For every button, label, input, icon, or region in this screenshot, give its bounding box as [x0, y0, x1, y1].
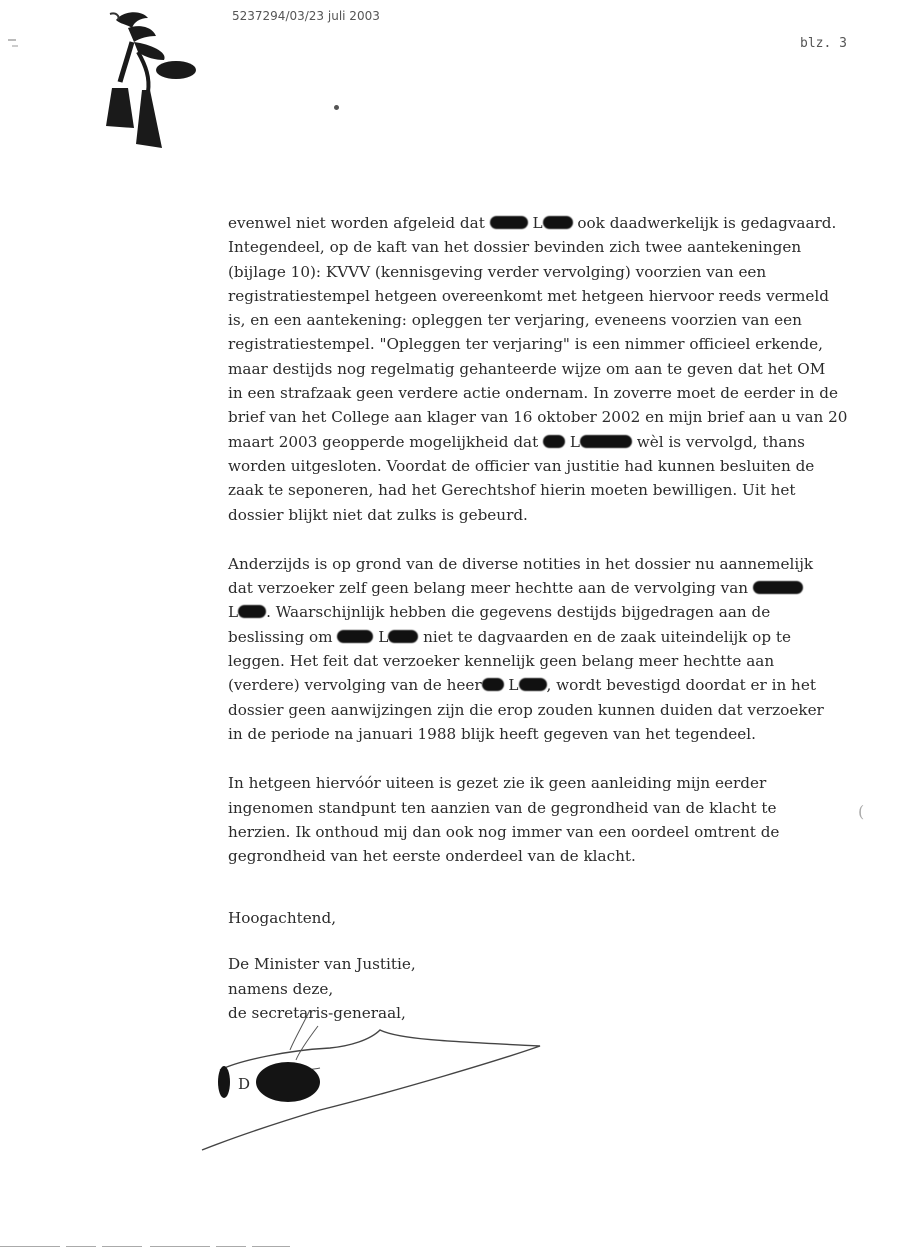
text-line — [228, 600, 868, 624]
redaction-mark — [580, 435, 632, 448]
text-segment: gegrondheid van het eerste onderdeel van de klacht. — [228, 847, 636, 866]
text-segment: , wordt bevestigd doordat er in het — [546, 676, 816, 695]
text-line — [228, 698, 868, 722]
text-segment: L — [565, 432, 580, 451]
redaction-mark — [482, 678, 504, 691]
salutation: Hoogachtend, — [228, 909, 337, 927]
margin-tick-mark — [6, 36, 20, 50]
text-line — [228, 625, 868, 649]
text-segment: ingenomen standpunt ten aanzien van de gegrondheid van de klacht te — [228, 798, 777, 817]
text-segment: maart 2003 geopperde mogelijkheid dat — [228, 432, 544, 451]
text-line — [228, 211, 868, 235]
signatory-line: De Minister van Justitie, — [228, 955, 416, 974]
text-segment: . Waarschijnlijk hebben die gegevens destijds bijgedragen aan de — [266, 603, 771, 622]
closing-block — [228, 906, 416, 1025]
text-segment: In hetgeen hiervóór uiteen is gezet zie ik geen aanleiding mijn eerder — [228, 774, 767, 793]
handwritten-signature — [200, 1010, 560, 1180]
letter-body — [228, 211, 868, 893]
text-segment: beslissing om — [228, 627, 338, 646]
text-line — [228, 722, 868, 746]
redaction-mark — [519, 678, 547, 691]
text-line — [228, 771, 868, 795]
body-paragraph — [228, 552, 868, 746]
text-line — [228, 552, 868, 576]
text-segment: is, en een aantekening: opleggen ter verjaring, eveneens voorzien van een — [228, 311, 802, 330]
text-segment: Integendeel, op de kaft van het dossier bevinden zich twee aantekeningen — [228, 238, 802, 257]
text-segment: dat verzoeker zelf geen belang meer hechtte aan de vervolging van — [228, 579, 753, 598]
text-segment: herzien. Ik onthoud mij dan ook nog immer van een oordeel omtrent de — [228, 822, 780, 841]
text-segment: evenwel niet worden afgeleid dat — [228, 214, 490, 232]
redaction-mark — [388, 630, 418, 643]
signatory-line: namens deze, — [228, 979, 334, 998]
text-segment: registratiestempel. "Opleggen ter verjaring" is een nimmer officieel erkende, — [228, 335, 823, 354]
scan-edge-rule — [0, 1245, 290, 1248]
text-line — [228, 381, 868, 405]
redaction-mark — [543, 216, 573, 229]
text-line — [228, 308, 868, 332]
text-line — [228, 454, 868, 478]
document-reference: 5237294/03/23 juli 2003 — [232, 9, 380, 23]
text-segment: L — [228, 603, 239, 622]
text-line — [228, 820, 868, 844]
redaction-mark — [753, 581, 803, 594]
text-line — [228, 503, 868, 527]
redaction-mark — [238, 605, 266, 618]
redaction-mark — [543, 435, 565, 448]
text-line — [228, 357, 868, 381]
page-number: blz. 3 — [800, 36, 847, 51]
text-segment: L — [373, 627, 389, 646]
text-line — [228, 332, 868, 356]
redaction-mark — [337, 630, 373, 643]
text-line — [228, 649, 868, 673]
text-segment: wèl is vervolgd, thans — [631, 432, 805, 451]
text-segment: leggen. Het feit dat verzoeker kennelijk geen belang meer hechtte aan — [228, 652, 775, 671]
text-segment: zaak te seponeren, had het Gerechtshof hierin moeten bewilligen. Uit het — [228, 481, 796, 500]
text-segment: maar destijds nog regelmatig gehanteerde wijze om aan te geven dat het OM — [228, 359, 826, 378]
text-segment: niet te dagvaarden en de zaak uiteindelijk op te — [418, 627, 791, 646]
text-segment: in de periode na januari 1988 blijk heeft gegeven van het tegendeel. — [228, 724, 756, 743]
text-line — [228, 405, 868, 429]
text-segment: Anderzijds is op grond van de diverse notities in het dossier nu aannemelijk — [228, 554, 814, 573]
ministry-logo-icon — [98, 8, 208, 158]
text-segment: dossier geen aanwijzingen zijn die erop zouden kunnen duiden dat verzoeker — [228, 700, 824, 719]
margin-bracket-mark: ( — [858, 802, 865, 821]
text-line — [228, 796, 868, 820]
text-segment: dossier blijkt niet dat zulks is gebeurd. — [228, 505, 528, 524]
text-line — [228, 478, 868, 502]
text-segment: L — [527, 214, 543, 232]
signature-initial: D — [238, 1075, 251, 1093]
text-segment: brief van het College aan klager van 16 oktober 2002 en mijn brief aan u van 20 — [228, 408, 848, 427]
text-line — [228, 284, 868, 308]
speck-mark — [334, 105, 339, 110]
body-paragraph — [228, 771, 868, 868]
text-segment: (verdere) vervolging van de heer — [228, 676, 482, 695]
text-segment: registratiestempel hetgeen overeenkomt met hetgeen hiervoor reeds vermeld — [228, 286, 829, 305]
text-segment: worden uitgesloten. Voordat de officier van justitie had kunnen besluiten de — [228, 456, 815, 475]
redaction-mark — [490, 216, 528, 229]
text-segment: ook daadwerkelijk is gedagvaard. — [572, 214, 837, 232]
body-paragraph — [228, 211, 868, 527]
text-segment: L — [503, 676, 519, 695]
text-line — [228, 235, 868, 259]
text-line — [228, 260, 868, 284]
signatory-line: de secretaris-generaal, — [228, 1003, 406, 1022]
text-segment: (bijlage 10): KVVV (kennisgeving verder vervolging) voorzien van een — [228, 262, 767, 281]
text-line — [228, 576, 868, 600]
text-line — [228, 673, 868, 697]
text-line — [228, 430, 868, 454]
text-segment: in een strafzaak geen verdere actie ondernam. In zoverre moet de eerder in de — [228, 384, 838, 403]
text-line — [228, 844, 868, 868]
